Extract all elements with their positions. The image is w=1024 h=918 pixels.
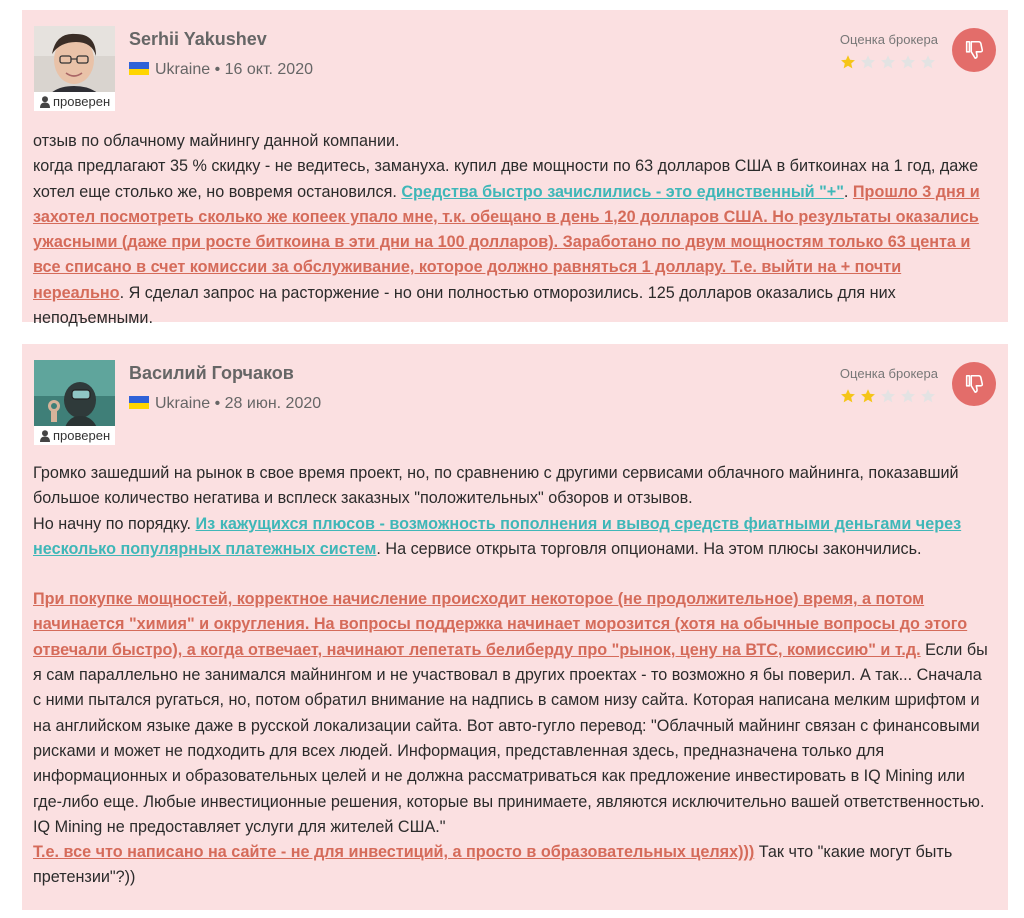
thumbs-down-icon bbox=[963, 39, 985, 61]
author-country: Ukraine bbox=[155, 61, 211, 78]
ukraine-flag-icon bbox=[129, 396, 149, 409]
review-date: 16 окт. 2020 bbox=[224, 61, 313, 78]
review-paragraph: отзыв по облачному майнингу данной компании. bbox=[33, 132, 400, 150]
positive-highlight: Средства быстро зачислились - это единственный "+" bbox=[401, 182, 844, 201]
star-icon bbox=[840, 388, 856, 404]
review-text-plain: . На сервисе открыта торговля опционами. На этом плюсы закончились. bbox=[376, 539, 922, 558]
review-text-plain: Если бы я сам параллельно не занимался майнингом и не участвовал в других проектах - то возможно я бы поверил. А так... Сначала с ними пытался ругаться, но, потом обратил внимание на надпись в самом низу сайта. Которая написана мелким шрифтом и на английском языке даже в русской локализации сайта. Вот авто-гугло перевод: "Облачный майнинг связан с финансовыми рисками и может не подходить для всех людей. Информация, представленная здесь, предназначена только для информационных и образовательных целей и не должна рассматриваться как предложение инвестировать в IQ Mining или где-либо еще. Любые инвестиционные решения, которые вы принимаете, являются исключительно вашей ответственностью. IQ Mining не предоставляет услуги для жителей США." bbox=[33, 640, 988, 836]
review-meta: Ukraine • 16 окт. 2020 bbox=[129, 61, 313, 79]
review-paragraph bbox=[33, 512, 994, 563]
rating-stars bbox=[840, 388, 940, 409]
review-text bbox=[33, 461, 994, 891]
negative-highlight: Т.е. все что написано на сайте - не для инвестиций, а просто в образовательных целях))) bbox=[33, 843, 755, 862]
star-icon bbox=[880, 54, 896, 70]
star-icon bbox=[900, 388, 916, 404]
verified-label: проверен bbox=[53, 94, 111, 109]
star-icon bbox=[900, 54, 916, 70]
review-paragraph bbox=[33, 587, 994, 840]
dislike-button[interactable] bbox=[952, 362, 996, 406]
negative-highlight: Прошло 3 дня и захотел посмотреть сколько же копеек упало мне, т.к. обещано в день 1,20 долларов США. Но результаты оказались ужасными (даже при росте биткоина в эти дни на 100 долларов). Заработано по двум мощностям только 63 цента и все списано в счет комиссии за обслуживание, которое должно равняться 1 доллару. Т.е. выйти на + почти нереально bbox=[33, 182, 980, 302]
star-icon bbox=[840, 54, 856, 70]
review-paragraph bbox=[33, 154, 994, 331]
star-icon bbox=[860, 54, 876, 70]
review-date: 28 июн. 2020 bbox=[224, 395, 322, 412]
paragraph-gap bbox=[33, 562, 994, 587]
star-icon bbox=[880, 388, 896, 404]
review-text-plain: . Я сделал запрос на расторжение - но они полностью отморозились. 125 долларов оказались для них неподъемными. bbox=[33, 283, 896, 328]
review-text bbox=[33, 129, 994, 331]
author-name[interactable]: Serhii Yakushev bbox=[129, 29, 267, 49]
positive-highlight: Из кажущихся плюсов - возможность пополнения и вывод средств фиатными деньгами через несколько популярных платежных систем bbox=[33, 514, 962, 558]
star-icon bbox=[860, 388, 876, 404]
verified-badge bbox=[34, 92, 115, 111]
review-card bbox=[22, 344, 1008, 910]
negative-highlight: При покупке мощностей, корректное начисление происходит некоторое (не продолжительное) время, а потом начинается "химия" и округления. На вопросы поддержка начинает морозится (хотя на обычные вопросы до этого отвечали быстро), а когда отвечает, начинают лепетать белиберду про "рынок, цену на ВТС, комиссию" и т.д. bbox=[33, 590, 968, 659]
review-card bbox=[22, 10, 1008, 328]
verified-label: проверен bbox=[53, 428, 111, 443]
user-icon bbox=[40, 94, 50, 113]
thumbs-down-icon bbox=[963, 373, 985, 395]
review-text-plain: Так что "какие могут быть претензии"?)) bbox=[33, 843, 953, 887]
rating-label: Оценка брокера bbox=[839, 366, 938, 381]
author-country: Ukraine bbox=[155, 395, 211, 412]
dislike-button[interactable] bbox=[952, 28, 996, 72]
user-icon bbox=[40, 428, 50, 447]
star-icon bbox=[920, 54, 936, 70]
ukraine-flag-icon bbox=[129, 62, 149, 75]
review-paragraph bbox=[33, 840, 994, 891]
review-meta: Ukraine • 28 июн. 2020 bbox=[129, 395, 321, 413]
review-text-plain: Но начну по порядку. bbox=[33, 514, 196, 533]
rating-stars bbox=[840, 54, 940, 75]
star-icon bbox=[920, 388, 936, 404]
review-text-plain: . bbox=[843, 182, 853, 201]
review-paragraph: Громко зашедший на рынок в свое время проект, но, по сравнению с другими сервисами облачного майнинга, показавший большое количество негатива и всплеск заказных "положительных" обзоров и отзывов. bbox=[33, 464, 959, 508]
verified-badge bbox=[34, 426, 115, 445]
rating-label: Оценка брокера bbox=[839, 32, 938, 47]
review-text-plain: когда предлагают 35 % скидку - не ведитесь, замануха. купил две мощности по 63 долларов США в биткоинах на 1 год, даже хотел еще столько же, но вовремя остановился. bbox=[33, 157, 979, 201]
author-name[interactable]: Василий Горчаков bbox=[129, 363, 294, 383]
